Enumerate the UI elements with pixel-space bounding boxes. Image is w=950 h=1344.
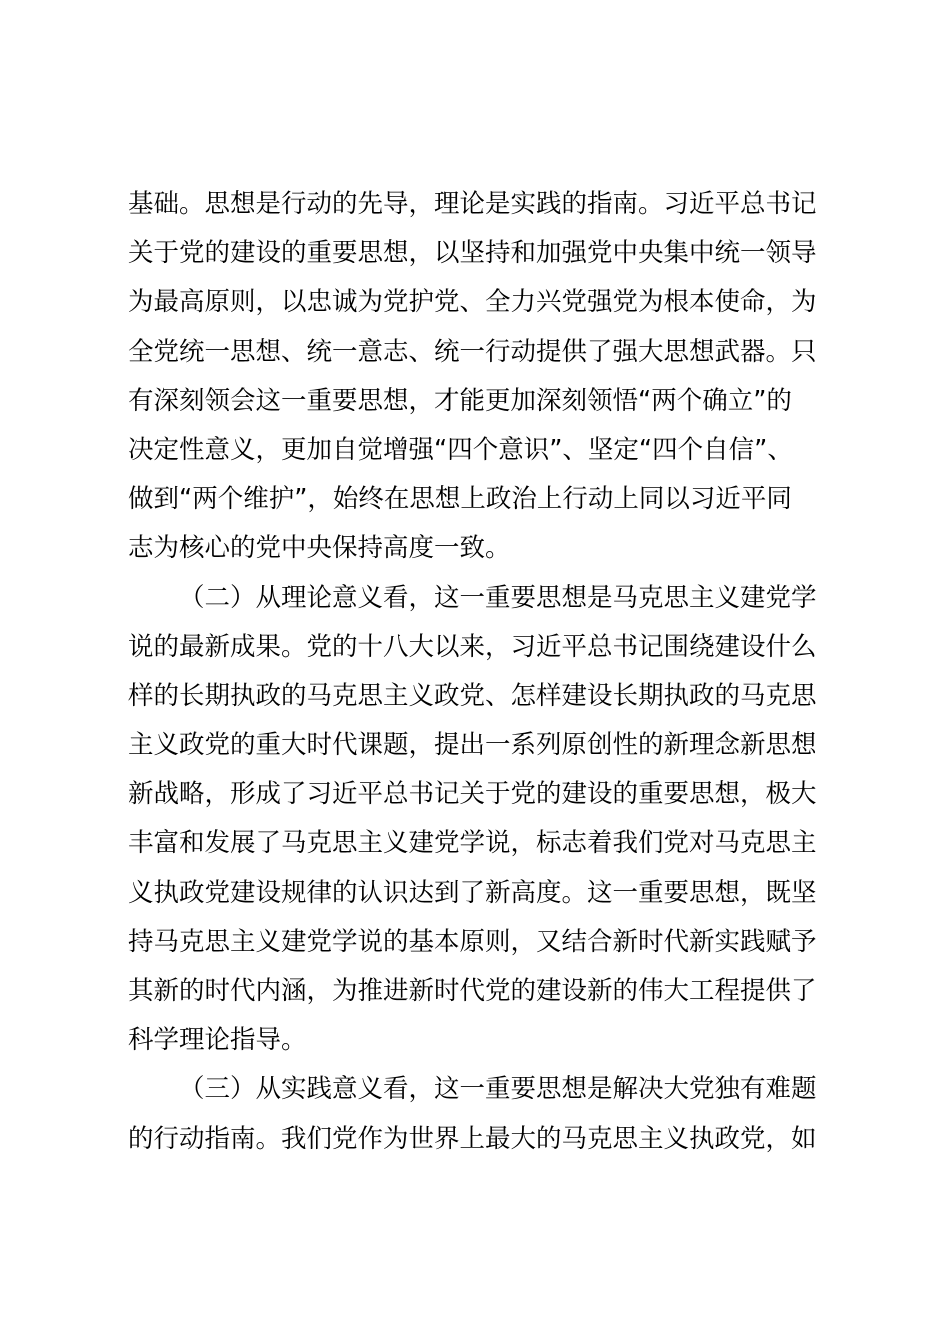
text-line: 关于党的建设的重要思想，以坚持和加强党中央集中统一领导 <box>128 238 817 269</box>
text-line: 持马克思主义建党学说的基本原则，又结合新时代新实践赋予 <box>128 926 817 957</box>
text-line: 的行动指南。我们党作为世界上最大的马克思主义执政党，如 <box>128 1123 817 1154</box>
paragraph-heading-two: （二）从理论意义看，这一重要思想是马克思主义建党学 <box>179 582 817 613</box>
text-line: 做到“两个维护”，始终在思想上政治上行动上同以习近平同 <box>128 484 792 515</box>
paragraph-heading-three: （三）从实践意义看，这一重要思想是解决大党独有难题 <box>179 1074 817 1105</box>
text-line: 基础。思想是行动的先导，理论是实践的指南。习近平总书记 <box>128 189 817 219</box>
text-line: 丰富和发展了马克思主义建党学说，标志着我们党对马克思主 <box>128 828 817 859</box>
text-line: 新战略，形成了习近平总书记关于党的建设的重要思想，极大 <box>128 779 817 810</box>
text-line: 为最高原则，以忠诚为党护党、全力兴党强党为根本使命，为 <box>128 287 817 318</box>
text-line: 说的最新成果。党的十八大以来，习近平总书记围绕建设什么 <box>128 631 817 662</box>
text-line: 全党统一思想、统一意志、统一行动提供了强大思想武器。只 <box>128 336 817 367</box>
text-line: 决定性意义，更加自觉增强“四个意识”、坚定“四个自信”、 <box>128 434 793 465</box>
text-line: 主义政党的重大时代课题，提出一系列原创性的新理念新思想 <box>128 730 817 761</box>
text-line: 志为核心的党中央保持高度一致。 <box>128 533 511 564</box>
document-body <box>128 180 848 1164</box>
text-line: 其新的时代内涵，为推进新时代党的建设新的伟大工程提供了 <box>128 976 817 1006</box>
text-line: 义执政党建设规律的认识达到了新高度。这一重要思想，既坚 <box>128 877 817 908</box>
text-line: 样的长期执政的马克思主义政党、怎样建设长期执政的马克思 <box>128 680 817 711</box>
text-line: 科学理论指导。 <box>128 1025 307 1056</box>
text-line: 有深刻领会这一重要思想，才能更加深刻领悟“两个确立”的 <box>128 385 792 416</box>
